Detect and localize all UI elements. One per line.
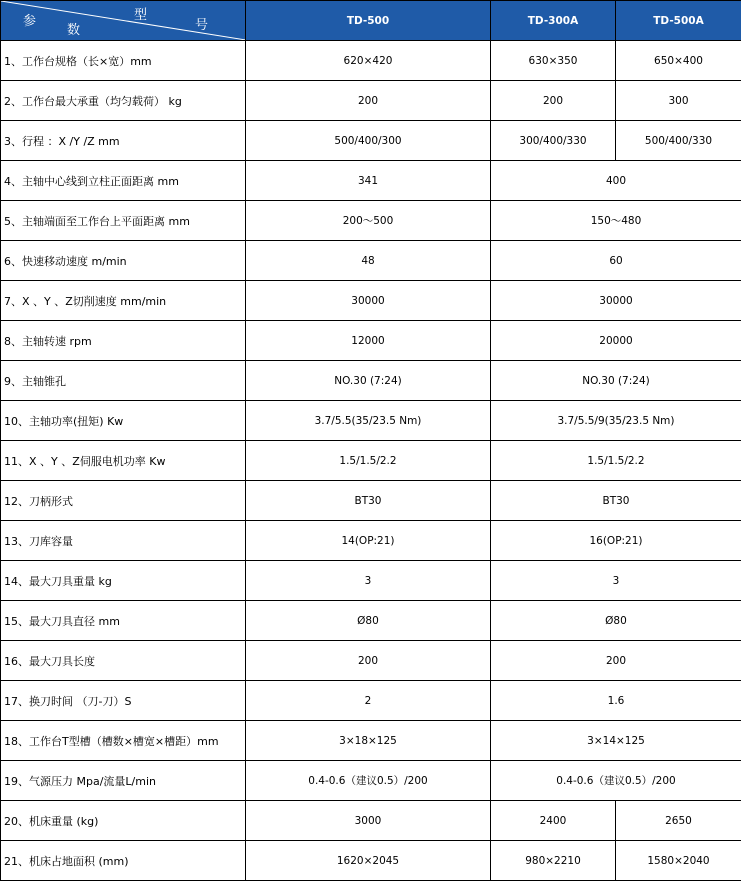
diagonal-divider [1,1,246,40]
spec-label: 18、工作台T型槽（槽数×槽宽×槽距）mm [1,721,246,761]
spec-label: 5、主轴端面至工作台上平面距离 mm [1,201,246,241]
spec-value-td500: 12000 [246,321,491,361]
spec-label: 12、刀柄形式 [1,481,246,521]
corner-char-1: 参 [23,14,37,29]
model-header-td500: TD-500 [246,1,491,41]
spec-value-td500: 3 [246,561,491,601]
spec-row [1,401,741,441]
spec-value-td500: 1620×2045 [246,841,491,881]
spec-row [1,601,741,641]
spec-label: 17、换刀时间 （刀-刀）S [1,681,246,721]
spec-value-td500: BT30 [246,481,491,521]
spec-label: 9、主轴锥孔 [1,361,246,401]
spec-label: 14、最大刀具重量 kg [1,561,246,601]
spec-value-td300a-td500a: 400 [491,161,741,201]
spec-value-td500: 341 [246,161,491,201]
spec-value-td500: 200 [246,81,491,121]
spec-value-td300a: 2400 [491,801,616,841]
spec-value-td300a-td500a: 150～480 [491,201,741,241]
spec-value-td500: 1.5/1.5/2.2 [246,441,491,481]
spec-value-td500: 0.4-0.6（建议0.5）/200 [246,761,491,801]
spec-row [1,281,741,321]
spec-value-td300a-td500a: BT30 [491,481,741,521]
spec-value-td300a-td500a: 200 [491,641,741,681]
spec-value-td500: 200～500 [246,201,491,241]
spec-row [1,481,741,521]
spec-row [1,841,741,881]
spec-label: 21、机床占地面积 (mm) [1,841,246,881]
spec-value-td500: 3000 [246,801,491,841]
spec-row [1,361,741,401]
spec-value-td500: 500/400/300 [246,121,491,161]
spec-value-td300a-td500a: 60 [491,241,741,281]
corner-char-3: 型 [134,8,148,23]
spec-value-td500a: 500/400/330 [616,121,741,161]
spec-label: 7、X 、Y 、Z切削速度 mm/min [1,281,246,321]
spec-row [1,721,741,761]
spec-row [1,201,741,241]
spec-value-td300a: 200 [491,81,616,121]
spec-label: 8、主轴转速 rpm [1,321,246,361]
spec-value-td300a-td500a: NO.30 (7:24) [491,361,741,401]
spec-row [1,641,741,681]
spec-row [1,81,741,121]
spec-value-td300a-td500a: 0.4-0.6（建议0.5）/200 [491,761,741,801]
spec-value-td500a: 2650 [616,801,741,841]
spec-value-td300a: 300/400/330 [491,121,616,161]
spec-label: 13、刀库容量 [1,521,246,561]
spec-value-td300a-td500a: 20000 [491,321,741,361]
header-corner [1,1,246,41]
spec-value-td300a-td500a: 1.5/1.5/2.2 [491,441,741,481]
model-header-td500a: TD-500A [616,1,741,41]
spec-row [1,761,741,801]
spec-value-td500: 3×18×125 [246,721,491,761]
spec-label: 1、工作台规格（长×宽）mm [1,41,246,81]
spec-value-td500: NO.30 (7:24) [246,361,491,401]
spec-value-td500: 620×420 [246,41,491,81]
spec-label: 16、最大刀具长度 [1,641,246,681]
spec-value-td500: Ø80 [246,601,491,641]
spec-row [1,241,741,281]
model-header-td300a: TD-300A [491,1,616,41]
spec-label: 19、气源压力 Mpa/流量L/min [1,761,246,801]
spec-row [1,321,741,361]
spec-value-td500a: 1580×2040 [616,841,741,881]
spec-label: 2、工作台最大承重（均匀载荷） kg [1,81,246,121]
spec-row [1,801,741,841]
spec-label: 6、快速移动速度 m/min [1,241,246,281]
corner-char-2: 数 [67,23,81,38]
spec-row [1,161,741,201]
spec-value-td300a-td500a: 3.7/5.5/9(35/23.5 Nm) [491,401,741,441]
spec-value-td500: 3.7/5.5(35/23.5 Nm) [246,401,491,441]
spec-label: 11、X 、Y 、Z伺服电机功率 Kw [1,441,246,481]
spec-row [1,121,741,161]
header-row [1,1,741,41]
spec-value-td500a: 300 [616,81,741,121]
spec-label: 20、机床重量 (kg) [1,801,246,841]
spec-value-td300a-td500a: 16(OP:21) [491,521,741,561]
spec-label: 3、行程 ：X /Y /Z mm [1,121,246,161]
corner-char-4: 号 [195,18,209,33]
spec-value-td500: 14(OP:21) [246,521,491,561]
spec-value-td300a-td500a: 1.6 [491,681,741,721]
spec-value-td500: 30000 [246,281,491,321]
spec-value-td300a-td500a: 30000 [491,281,741,321]
spec-value-td300a-td500a: 3×14×125 [491,721,741,761]
spec-value-td500: 48 [246,241,491,281]
spec-row [1,441,741,481]
spec-value-td500a: 650×400 [616,41,741,81]
spec-label: 15、最大刀具直径 mm [1,601,246,641]
spec-value-td300a-td500a: Ø80 [491,601,741,641]
spec-value-td500: 200 [246,641,491,681]
spec-label: 10、主轴功率(扭矩) Kw [1,401,246,441]
spec-row [1,521,741,561]
spec-row [1,681,741,721]
spec-value-td300a: 630×350 [491,41,616,81]
spec-value-td300a: 980×2210 [491,841,616,881]
spec-label: 4、主轴中心线到立柱正面距离 mm [1,161,246,201]
spec-row [1,561,741,601]
spec-row [1,41,741,81]
spec-rows [1,41,741,881]
spec-value-td500: 2 [246,681,491,721]
spec-value-td300a-td500a: 3 [491,561,741,601]
